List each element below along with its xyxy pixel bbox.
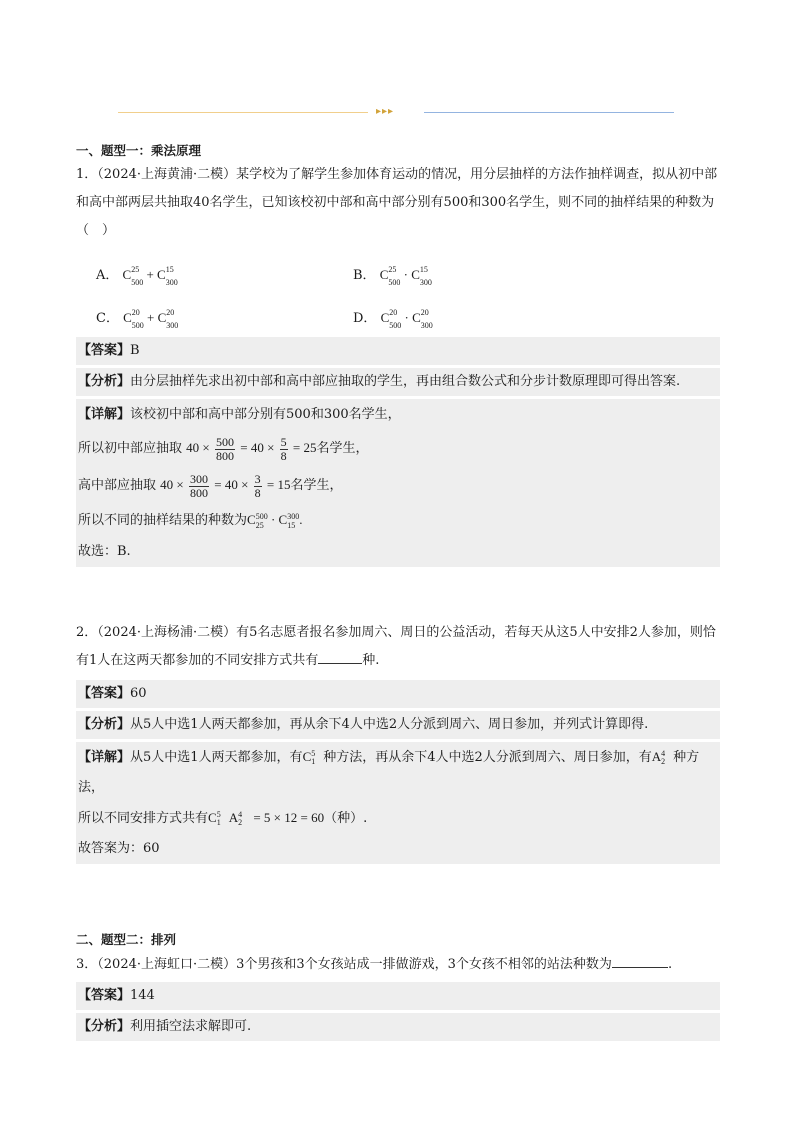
option-b-expr: C 25 500 · C 15 300 <box>379 265 432 287</box>
detail-conclusion: 故答案为：60 <box>78 841 160 856</box>
detail-line-4 <box>78 504 718 536</box>
detail-line-2-expr: 40 × $\frac{500}{800}$ = 40 × $\frac{5}{8}$ = 25 <box>186 434 317 463</box>
analysis-text: 从5人中选1人两天都参加，再从余下4人中选2人分派到周六、周日参加，并列式计算即得. <box>130 717 649 732</box>
answer-value: B <box>130 343 140 358</box>
detail-line-2-pre: 所以不同安排方式共有 <box>78 811 209 826</box>
detail-line-3-pre: 高中部应抽取 <box>78 478 157 493</box>
divider-line-left <box>118 112 368 113</box>
detail-line-3-post: 名学生， <box>290 478 343 493</box>
analysis-row <box>76 368 720 396</box>
answer-value: 144 <box>130 988 155 1003</box>
option-c-expr: C 20 500 + C 20 300 <box>123 308 179 330</box>
header-divider <box>118 106 674 120</box>
question-3-stem-post: . <box>667 957 673 972</box>
section-title-2: 二、题型二：排列 <box>76 932 177 947</box>
option-c[interactable] <box>96 307 178 328</box>
detail-tag: 【详解】 <box>78 407 131 422</box>
detail-line-2-pre: 所以初中部应抽取 <box>78 441 183 456</box>
question-2-blank[interactable] <box>318 651 362 664</box>
analysis-tag: 【分析】 <box>78 374 131 389</box>
question-1-solution <box>76 337 720 567</box>
detail-line-1-b: 种方法，再从余下4人中选2人分派到周六、周日参加，有 <box>323 750 652 765</box>
detail-line-2-post: 名学生， <box>316 441 369 456</box>
option-c-label: C． <box>96 311 119 326</box>
question-3-stem-pre: 3．（2024·上海虹口·二模）3个男孩和3个女孩站成一排做游戏，3个女孩不相邻的站法种数为 <box>76 957 612 972</box>
answer-row <box>76 337 720 365</box>
detail-line-2-post: （种）. <box>324 811 368 826</box>
analysis-text: 由分层抽样先求出初中部和高中部应抽取的学生，再由组合数公式和分步计数原理即可得出答案. <box>130 374 681 389</box>
question-2-stem-pre: 2．（2024·上海杨浦·二模）有5名志愿者报名参加周六、周日的公益活动，若每天从这5人中安排2人参加，则恰有1人在这两天都参加的不同安排方式共有 <box>76 625 716 668</box>
answer-tag: 【答案】 <box>78 686 131 701</box>
option-d-expr: C 20 500 · C 20 300 <box>380 308 433 330</box>
detail-line-3 <box>78 467 718 504</box>
analysis-tag: 【分析】 <box>78 717 131 732</box>
detail-line-1-a: 从5人中选1人两天都参加，有 <box>130 750 303 765</box>
detail-line-1-expr-c: C 1 5 <box>302 749 316 766</box>
analysis-text: 利用插空法求解即可. <box>130 1019 252 1034</box>
detail-line-1-expr-a: A 2 4 <box>651 749 666 766</box>
option-a[interactable] <box>96 264 178 285</box>
option-b-label: B． <box>353 268 376 283</box>
analysis-tag: 【分析】 <box>78 1019 131 1034</box>
divider-ornament: ▸▸▸ <box>376 106 395 117</box>
detail-block <box>76 742 720 864</box>
question-2-solution <box>76 680 720 864</box>
analysis-row <box>76 711 720 739</box>
section-title-1: 一、题型一：乘法原理 <box>76 143 202 158</box>
question-1-stem: 1．（2024·上海黄浦·二模）某学校为了解学生参加体育运动的情况，用分层抽样的方法作抽样调查，拟从初中部和高中部两层共抽取40名学生，已知该校初中部和高中部分别有500和300名学生，则不同的抽样结果的种数为（ ） <box>76 167 718 238</box>
detail-block <box>76 399 720 567</box>
detail-line-1 <box>78 399 718 430</box>
detail-line-1-text: 该校初中部和高中部分别有500和300名学生， <box>130 407 401 422</box>
divider-line-right <box>424 112 674 113</box>
answer-value: 60 <box>130 686 147 701</box>
option-d-label: D． <box>353 311 377 326</box>
detail-conclusion: 故选：B. <box>78 544 131 559</box>
option-d[interactable] <box>353 307 433 328</box>
answer-tag: 【答案】 <box>78 343 131 358</box>
question-2-stem <box>76 619 720 675</box>
detail-line-1-c: 种方法， <box>78 750 700 795</box>
question-3-blank[interactable] <box>612 955 668 968</box>
option-b[interactable] <box>353 264 432 285</box>
answer-tag: 【答案】 <box>78 988 131 1003</box>
detail-line-1 <box>78 742 718 803</box>
option-a-label: A． <box>96 268 119 283</box>
question-3-solution <box>76 982 720 1041</box>
detail-line-4-pre: 所以不同的抽样结果的种数为 <box>78 513 248 528</box>
analysis-row <box>76 1013 720 1041</box>
detail-line-3-expr: 40 × $\frac{300}{800}$ = 40 × $\frac{3}{8}$ = 15 <box>160 471 291 500</box>
question-3-stem <box>76 951 720 979</box>
detail-tag: 【详解】 <box>78 750 131 765</box>
option-a-expr: C 25 500 + C 15 300 <box>122 265 178 287</box>
detail-line-4-expr: C 25 500 · C 15 300 . <box>247 512 303 530</box>
detail-line-2-expr: C 1 5 A 2 4 = 5 × 12 = 60 <box>208 810 325 827</box>
question-2-stem-post: 种. <box>362 653 380 668</box>
answer-row <box>76 982 720 1010</box>
answer-row <box>76 680 720 708</box>
detail-line-2 <box>78 803 718 834</box>
detail-line-2 <box>78 430 718 467</box>
